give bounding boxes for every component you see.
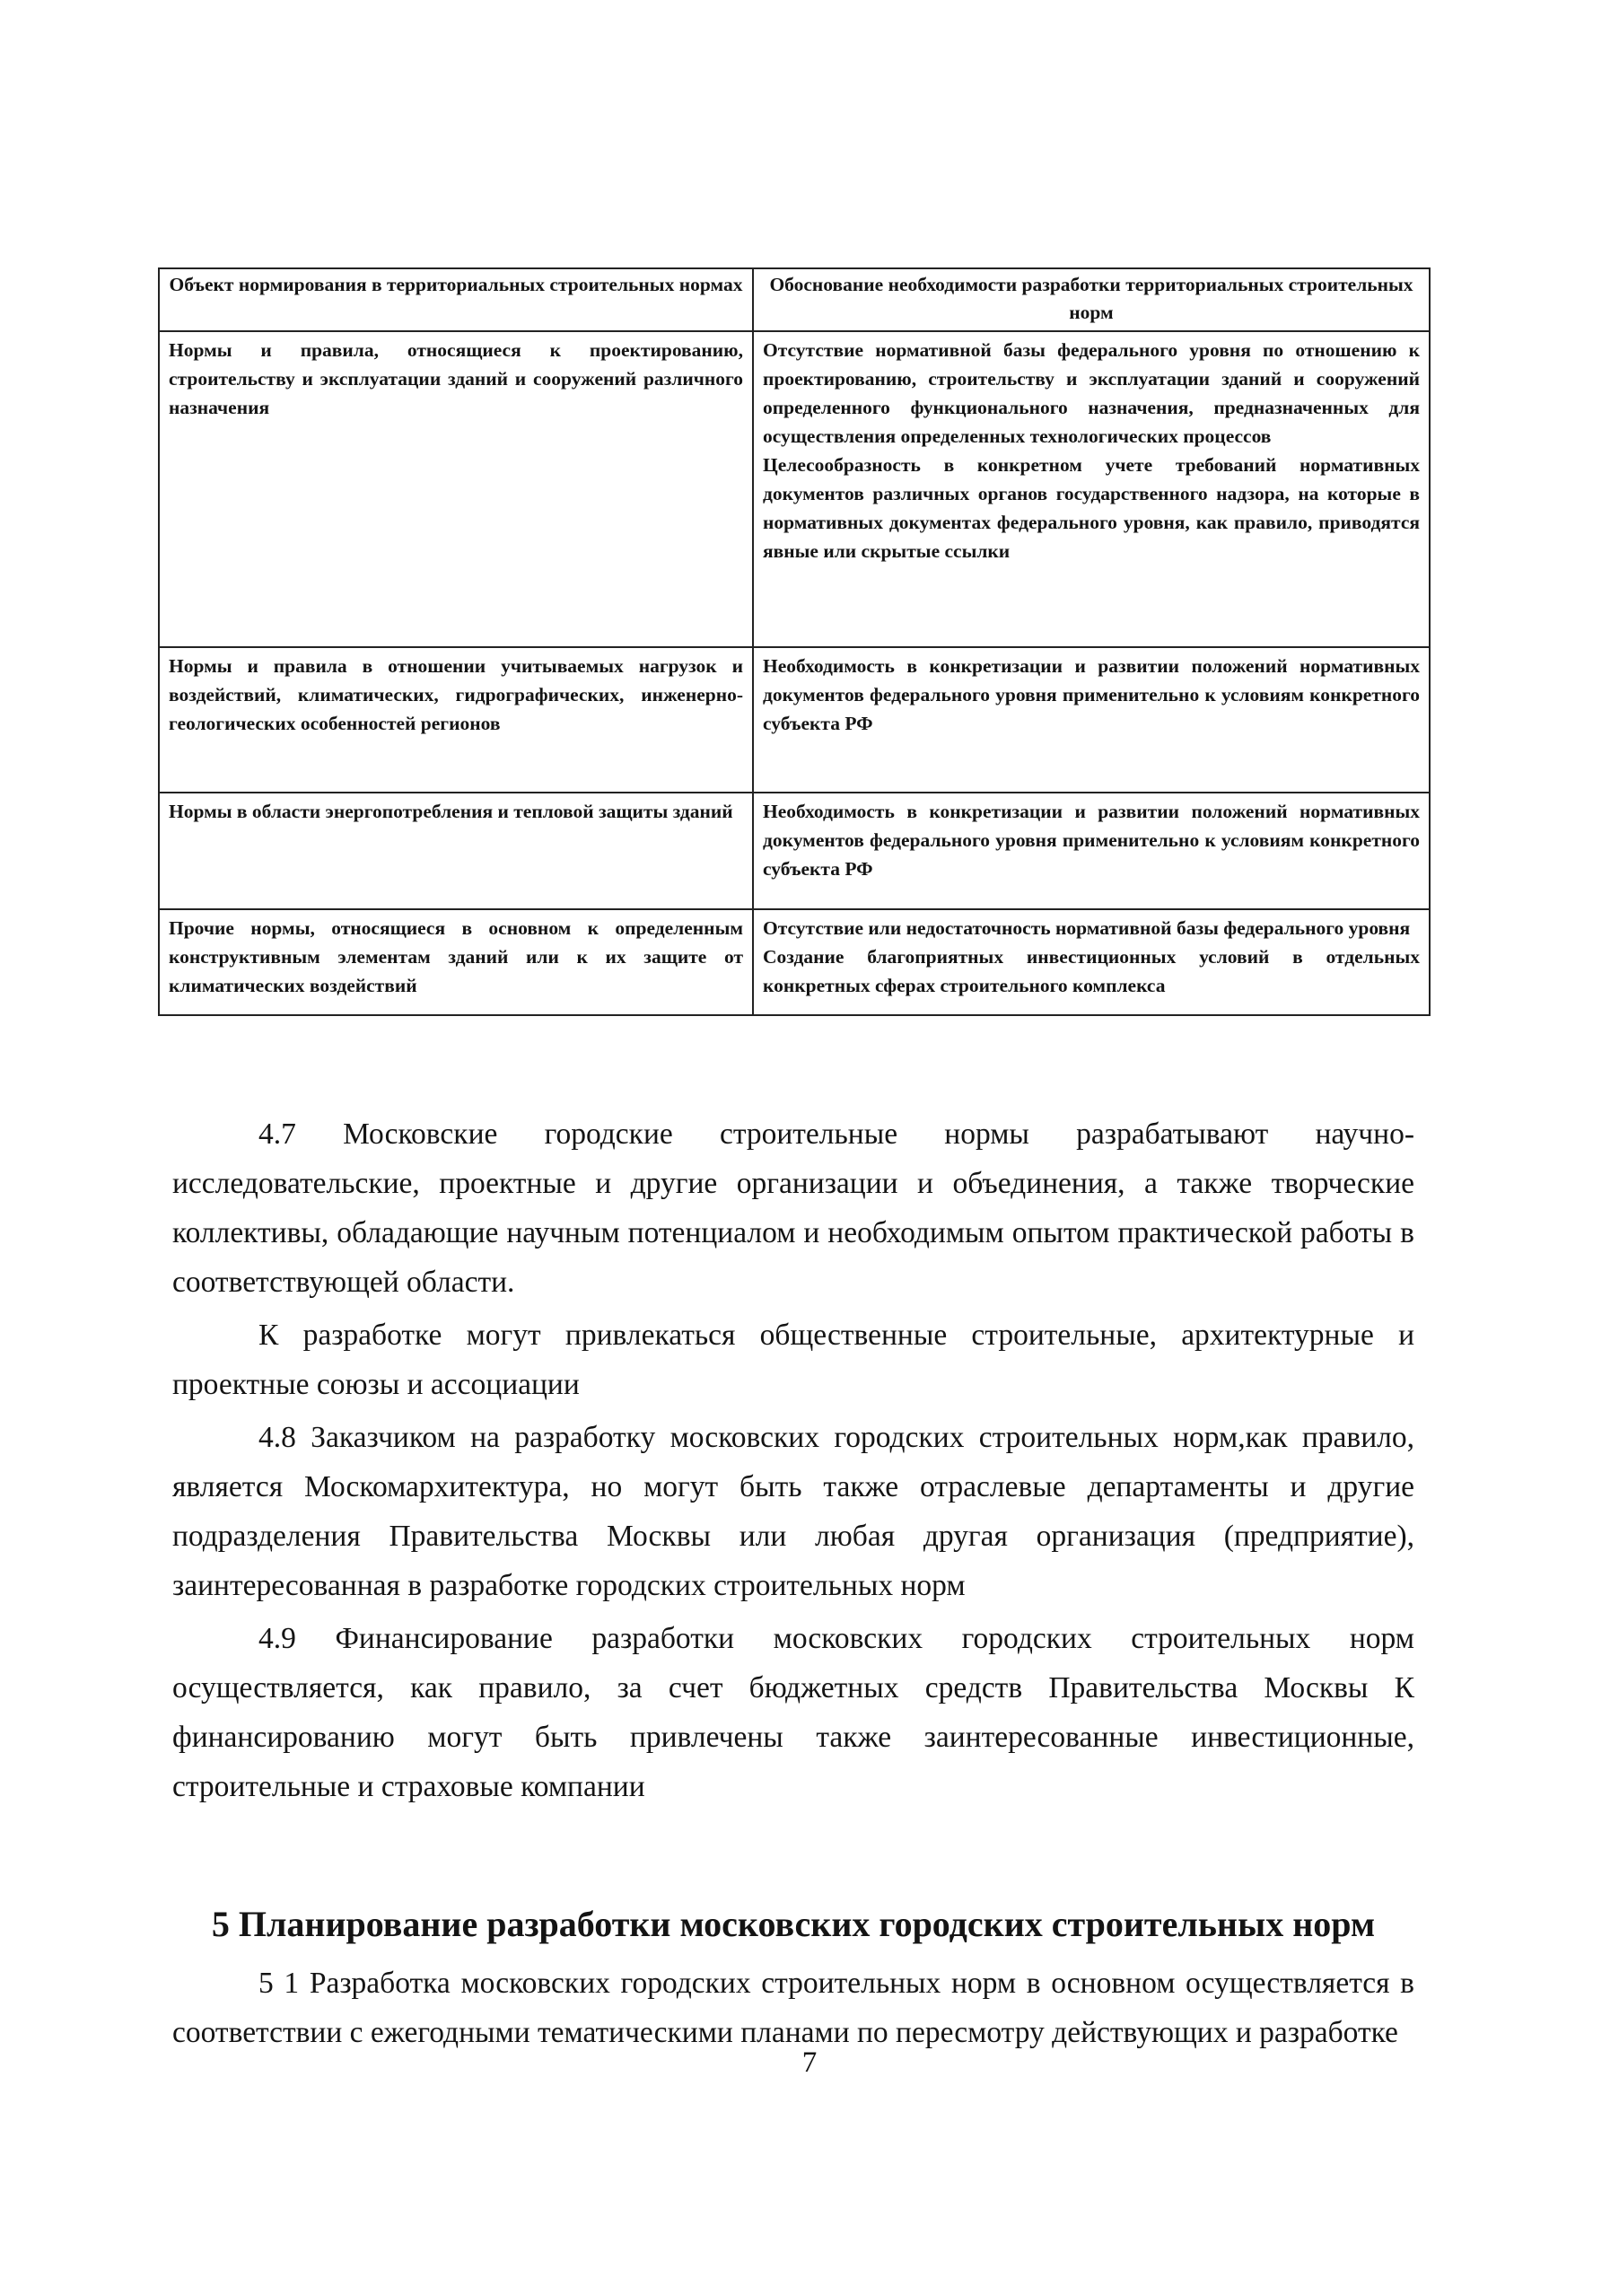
- table-cell-object: Нормы и правила, относящиеся к проектированию, строительству и эксплуатации зданий и сооружений различного назначения: [159, 331, 753, 647]
- table-cell-justification: [753, 909, 1430, 1015]
- table-row: [159, 793, 1430, 909]
- table-header-justification: Обоснование необходимости разработки территориальных строительных норм: [753, 268, 1430, 331]
- table-row: [159, 331, 1430, 647]
- paragraph-4-9: 4.9 Финансирование разработки московских городских строительных норм осуществляется, как правило, за счет бюджетных средств Правительства Москвы К финансированию могут быть привлечены также заинтересованные инвестиционные, строительные и страховые компании: [172, 1622, 1414, 1803]
- table-cell-justification: [753, 331, 1430, 647]
- page-number: 7: [801, 2046, 818, 2079]
- table-cell-justification: [753, 647, 1430, 793]
- table-header-object: Объект нормирования в территориальных строительных нормах: [159, 268, 753, 331]
- table-cell-object: Прочие нормы, относящиеся в основном к определенным конструктивным элементам зданий или к их защите от климатических воздействий: [159, 909, 753, 1015]
- justification-text: Отсутствие нормативной базы федерального уровня по отношению к проектированию, строительству и эксплуатации зданий и сооружений определенного функционального назначения, предназначенных для осуществления определенных технологических процессов: [763, 339, 1420, 447]
- justification-text: Создание благоприятных инвестиционных условий в отдельных конкретных сферах строительного комплекса: [763, 946, 1420, 996]
- table-row: [159, 647, 1430, 793]
- justification-text: Отсутствие или недостаточность нормативной базы федерального уровня: [763, 917, 1411, 939]
- table-cell-justification: [753, 793, 1430, 909]
- table-cell-object: Нормы и правила в отношении учитываемых нагрузок и воздействий, климатических, гидрографических, инженерно-геологических особенностей регионов: [159, 647, 753, 793]
- section-5-heading: 5 Планирование разработки московских городских строительных норм: [211, 1904, 1376, 1944]
- norms-table: [158, 267, 1431, 1016]
- section-5-body: [172, 1959, 1414, 2057]
- table-row: [159, 909, 1430, 1015]
- paragraph-4-7-continued: К разработке могут привлекаться общественные строительные, архитектурные и проектные союзы и ассоциации: [172, 1319, 1414, 1401]
- paragraph-4-8: 4.8 Заказчиком на разработку московских городских строительных норм,как правило, является Москомархитектура, но могут быть также отраслевые департаменты и другие подразделения Правительства Москвы или любая другая организация (предприятие), заинтересованная в разработке городских строительных норм: [172, 1421, 1414, 1602]
- table-cell-object: Нормы в области энергопотребления и тепловой защиты зданий: [159, 793, 753, 909]
- paragraph-5-1: 5 1 Разработка московских городских строительных норм в основном осуществляется в соответствии с ежегодными тематическими планами по пересмотру действующих и разработке: [172, 1967, 1414, 2049]
- table-header-row: [159, 268, 1430, 331]
- justification-text: Необходимость в конкретизации и развитии положений нормативных документов федерального уровня применительно к условиям конкретного субъекта РФ: [763, 801, 1420, 880]
- justification-text: Целесообразность в конкретном учете требований нормативных документов различных органов государственного надзора, на которые в нормативных документах федерального уровня, как правило, приводятся явные или скрытые ссылки: [763, 454, 1420, 562]
- body-text-block: [172, 1109, 1414, 1811]
- justification-text: Необходимость в конкретизации и развитии положений нормативных документов федерального уровня применительно к условиям конкретного субъекта РФ: [763, 655, 1420, 734]
- paragraph-4-7: 4.7 Московские городские строительные нормы разрабатывают научно-исследовательские, проектные и другие организации и объединения, а также творческие коллективы, обладающие научным потенциалом и необходимым опытом практической работы в соответствующей области.: [172, 1117, 1414, 1299]
